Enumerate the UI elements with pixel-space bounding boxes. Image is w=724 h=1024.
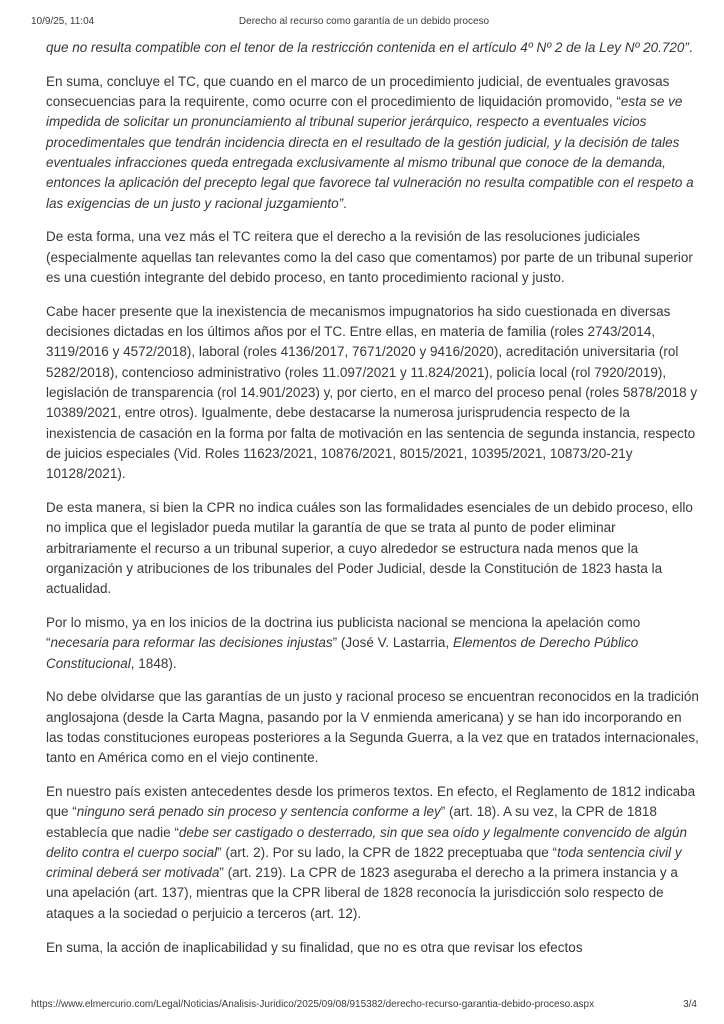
print-footer — [31, 998, 697, 1011]
text-run: ” (art. 219). La CPR de 1823 aseguraba el derecho a la primera instancia y a una apelación (art. 137), mientras que la CPR liberal de 1828 reconocía la jurisdicción solo respecto de ataques a la sociedad o perjuicio a terceros (art. 12). — [46, 865, 678, 921]
paragraph — [46, 782, 701, 924]
paragraph — [46, 938, 701, 958]
italic-text-run: toda sentencia civil y criminal deberá ser motivada — [46, 844, 682, 881]
text-run: En nuestro país existen antecedentes desde los primeros textos. En efecto, el Reglamento de 1812 indicaba que “ — [46, 784, 696, 820]
text-run: . — [343, 195, 347, 211]
text-run: En suma, concluye el TC, que cuando en el marco de un procedimiento judicial, de eventuales gravosas consecuencias para la requirente, como ocurre con el procedimiento de liquidación promovido, “ — [46, 73, 670, 110]
text-run: ” (art. 2). Por su lado, la CPR de 1822 preceptuaba que “ — [217, 844, 558, 860]
page-number: 3/4 — [683, 999, 697, 1010]
text-run: , 1848). — [130, 655, 177, 671]
paragraph — [46, 687, 701, 768]
text-run: ” (art. 18). A su vez, la CPR de 1818 establecía que nadie “ — [46, 804, 657, 840]
text-run: En suma, la acción de inaplicabilidad y su finalidad, que no es otra que revisar los efectos — [46, 939, 583, 955]
italic-text-run: Elementos de Derecho Público Constitucional — [46, 635, 639, 671]
paragraph — [46, 498, 701, 599]
paragraph — [46, 302, 701, 485]
text-run: No debe olvidarse que las garantías de un justo y racional proceso se encuentran reconocidos en la tradición anglosajona (desde la Carta Magna, pasando por la V enmienda americana) y se han ido incorporando en las todas constituciones europeas posteriores a la Segunda Guerra, a la vez que en tratados internacionales, tanto en América como en el viejo continente. — [46, 689, 699, 766]
paragraph — [46, 227, 701, 288]
article-body — [46, 38, 701, 971]
text-run: Cabe hacer presente que la inexistencia de mecanismos impugnatorios ha sido cuestionada en diversas decisiones dictadas en los últimos años por el TC. Entre ellas, en materia de familia (roles 2743/2014, 3119/2016 y 4572/2018), laboral (roles 4136/2017, 7671/2020 y 9416/2020), acreditación universitaria (rol 5282/2018), contencioso administrativo (roles 11.097/2021 y 11.824/2021), policía local (rol 7920/2019), legislación de transparencia (rol 14.901/2023) y, por cierto, en el marco del proceso penal (roles 5878/2018 y 10389/2021, entre otros). Igualmente, debe destacarse la numerosa jurisprudencia respecto de la inexistencia de casación en la forma por falta de motivación en las sentencia de segunda instancia, respecto de juicios especiales (Vid. Roles 11623/2021, 10876/2021, 8015/2021, 10395/2021, 10873/20-21y 10128/2021). — [46, 303, 698, 482]
document-title: Derecho al recurso como garantía de un debido proceso — [238, 16, 490, 27]
italic-text-run: ninguno será penado sin proceso y sentencia conforme a ley — [76, 804, 441, 820]
print-datetime: 10/9/25, 11:04 — [31, 16, 95, 27]
italic-text-run: necesaria para reformar las decisiones injustas — [50, 635, 333, 651]
text-run: De esta forma, una vez más el TC reitera que el derecho a la revisión de las resoluciones judiciales (especialmente aquellas tan relevantes como la del caso que comentamos) por parte de un tribunal superior es una cuestión integrante del debido proceso, en tanto procedimiento racional y justo. — [46, 229, 693, 285]
source-url: https://www.elmercurio.com/Legal/Noticias/Analisis-Juridico/2025/09/08/915382/derecho-recurso-garantia-debido-proceso.aspx — [31, 999, 595, 1010]
text-run: De esta manera, si bien la CPR no indica cuáles son las formalidades esenciales de un debido proceso, ello no implica que el legislador pueda mutilar la garantía de que se trata al punto de poder eliminar arbitrariamente el recurso a un tribunal superior, a cuyo alrededor se estructura nada menos que la organización y atribuciones de los tribunales del Poder Judicial, desde la Constitución de 1823 hasta la actualidad. — [46, 499, 693, 597]
print-header — [31, 15, 697, 28]
text-run: Por lo mismo, ya en los inicios de la doctrina ius publicista nacional se menciona la apelación como “ — [46, 614, 641, 651]
paragraph — [46, 613, 701, 674]
italic-text-run: que no resulta compatible con el tenor de la restricción contenida en el artículo 4º Nº 2 de la Ley Nº 20.720” — [46, 40, 689, 55]
paragraph — [46, 72, 701, 214]
italic-text-run: esta se ve impedida de solicitar un pronunciamiento al tribunal superior jerárquico, respecto a eventuales vicios procedimentales que tendrán incidencia directa en el resultado de la gestión judicial, y la decisión de tales eventuales infracciones queda entregada exclusivamente al mismo tribunal que conoce de la demanda, entonces la aplicación del precepto legal que favorece tal vulneración no resulta compatible con el respeto a las exigencias de un justo y racional juzgamiento” — [46, 94, 694, 211]
paragraph — [46, 38, 701, 58]
text-run: ” (José V. Lastarria, — [332, 635, 453, 651]
italic-text-run: debe ser castigado o desterrado, sin que sea oído y legalmente convencido de algún delito contra el cuerpo social — [46, 824, 687, 860]
text-run: . — [688, 40, 693, 55]
